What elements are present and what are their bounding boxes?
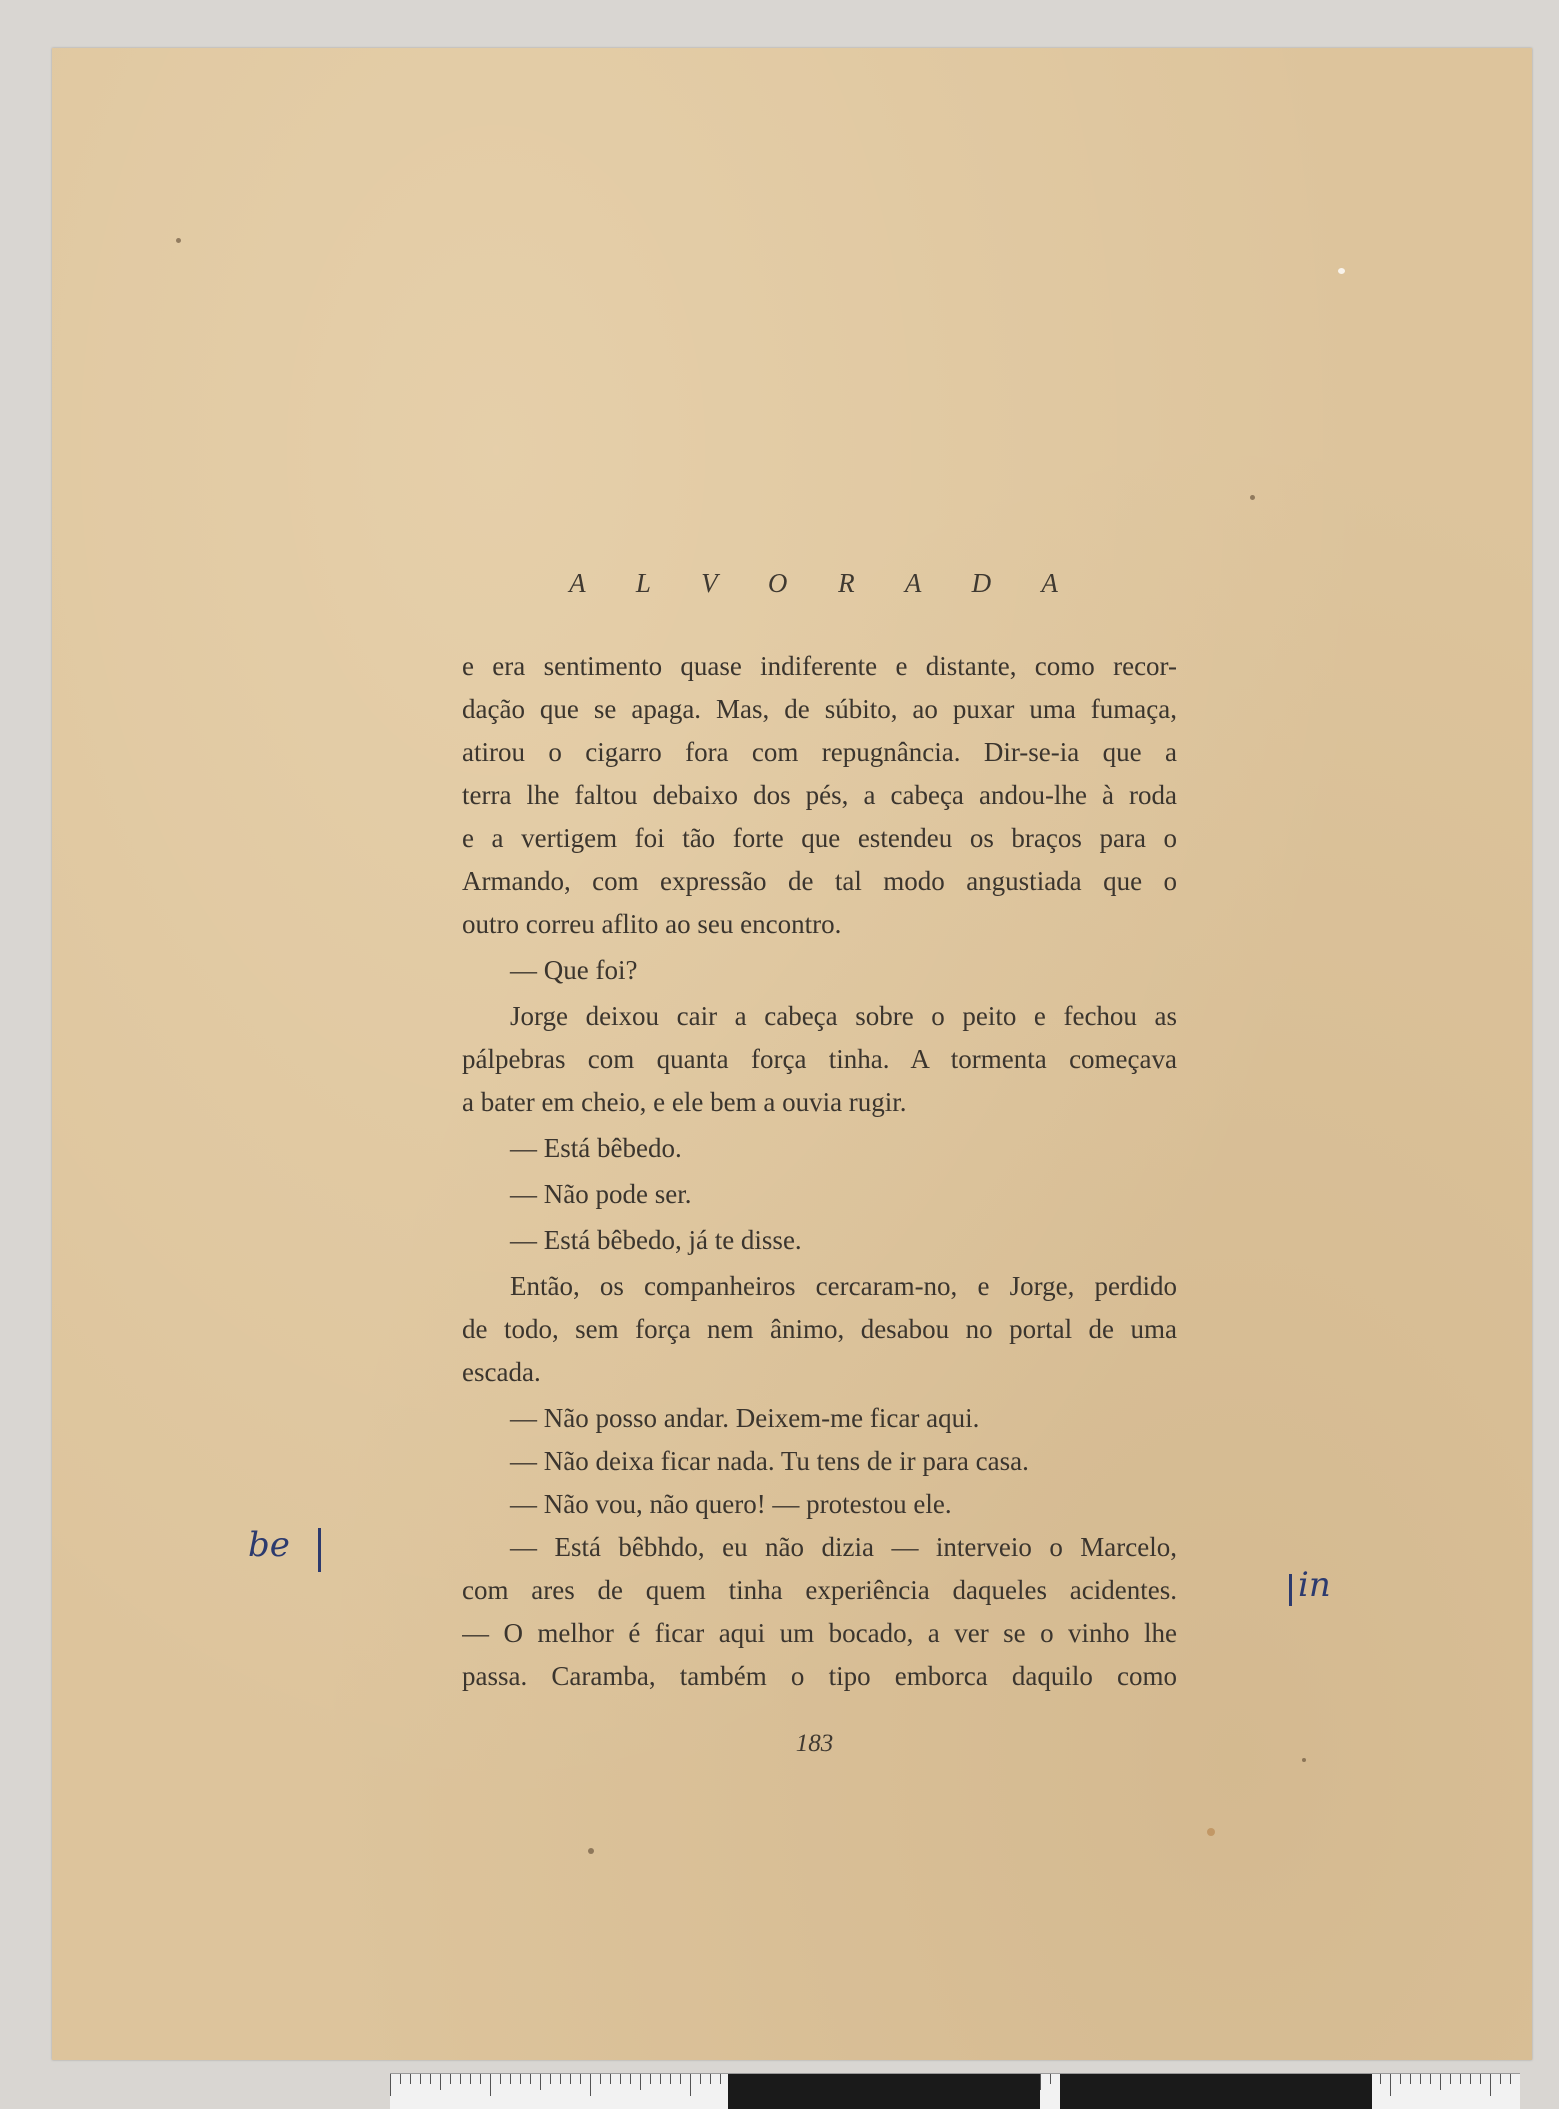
ruler-tick (1400, 2074, 1401, 2084)
ruler-tick (610, 2074, 611, 2084)
ruler-tick (520, 2074, 521, 2084)
paper-speck (176, 238, 181, 243)
dialogue-line: — Está bêbhdo, eu não dizia — interveio o Marcelo, (510, 1532, 1177, 1562)
text-line: escada. (462, 1357, 541, 1387)
ruler-tick (1490, 2074, 1491, 2096)
ruler-tick (680, 2074, 681, 2084)
proof-mark-right: in (1298, 1565, 1331, 1605)
dialogue-line: — Não vou, não quero! — protestou ele. (510, 1489, 952, 1519)
ruler-tick (1050, 2074, 1051, 2084)
ruler-tick (1470, 2074, 1471, 2084)
dialogue-line: — Que foi? (510, 955, 638, 985)
paper-speck (1250, 495, 1255, 500)
ruler-tick (460, 2074, 461, 2084)
running-head: A L V O R A D A (569, 568, 1080, 598)
proof-mark-left: be (248, 1525, 290, 1565)
ruler-tick (1390, 2074, 1391, 2096)
ruler-tick (710, 2074, 711, 2084)
dialogue-line: — Está bêbedo. (510, 1133, 682, 1163)
ruler-tick (1430, 2074, 1431, 2084)
text-line: Armando, com expressão de tal modo angustiada que o (462, 866, 1177, 896)
paper-speck (1302, 1758, 1306, 1762)
ruler-tick (470, 2074, 471, 2084)
ruler-tick (620, 2074, 621, 2084)
ruler-tick (450, 2074, 451, 2084)
ruler-tick (490, 2074, 491, 2096)
scale-ruler (390, 2073, 1520, 2109)
text-line: Então, os companheiros cercaram-no, e Jorge, perdido (510, 1271, 1177, 1301)
ruler-tick (420, 2074, 421, 2084)
ruler-tick (1040, 2074, 1041, 2090)
ruler-tick (570, 2074, 571, 2084)
text-line: dação que se apaga. Mas, de súbito, ao puxar uma fumaça, (462, 694, 1177, 724)
ruler-tick (690, 2074, 691, 2096)
ruler-tick (1410, 2074, 1411, 2084)
ruler-tick (430, 2074, 431, 2084)
ruler-tick (540, 2074, 541, 2090)
ruler-tick (1500, 2074, 1501, 2084)
dialogue-line: — Não pode ser. (510, 1179, 692, 1209)
text-line: atirou o cigarro fora com repugnância. Dir-se-ia que a (462, 737, 1177, 767)
text-line: outro correu aflito ao seu encontro. (462, 909, 842, 939)
ruler-tick (390, 2074, 391, 2096)
ruler-tick (590, 2074, 591, 2096)
text-line: de todo, sem força nem ânimo, desabou no portal de uma (462, 1314, 1177, 1344)
ruler-tick (600, 2074, 601, 2084)
ruler-block (1060, 2074, 1372, 2109)
ruler-tick (560, 2074, 561, 2084)
text-line: terra lhe faltou debaixo dos pés, a cabeça andou-lhe à roda (462, 780, 1177, 810)
ruler-tick (670, 2074, 671, 2084)
ruler-tick (660, 2074, 661, 2084)
ruler-tick (650, 2074, 651, 2084)
ruler-tick (400, 2074, 401, 2084)
dialogue-line: — Não posso andar. Deixem-me ficar aqui. (510, 1403, 980, 1433)
ruler-tick (440, 2074, 441, 2090)
ruler-tick (1420, 2074, 1421, 2084)
text-line: — O melhor é ficar aqui um bocado, a ver se o vinho lhe (462, 1618, 1177, 1648)
text-line: Jorge deixou cair a cabeça sobre o peito e fechou as (510, 1001, 1177, 1031)
text-line: a bater em cheio, e ele bem a ouvia rugir. (462, 1087, 907, 1117)
ruler-tick (1440, 2074, 1441, 2090)
ruler-tick (1460, 2074, 1461, 2084)
ruler-tick (510, 2074, 511, 2084)
body-text (462, 645, 1177, 1698)
ruler-tick (630, 2074, 631, 2084)
dialogue-line: — Não deixa ficar nada. Tu tens de ir para casa. (510, 1446, 1029, 1476)
ruler-tick (700, 2074, 701, 2084)
ruler-tick (500, 2074, 501, 2084)
ruler-tick (480, 2074, 481, 2084)
ruler-tick (640, 2074, 641, 2090)
paper-speck (588, 1848, 594, 1854)
proof-bar-left (318, 1528, 321, 1572)
ruler-tick (1450, 2074, 1451, 2084)
ruler-tick (580, 2074, 581, 2084)
ruler-tick (1480, 2074, 1481, 2084)
ruler-block (728, 2074, 1040, 2109)
text-line: pálpebras com quanta força tinha. A tormenta começava (462, 1044, 1177, 1074)
dialogue-line: — Está bêbedo, já te disse. (510, 1225, 802, 1255)
ruler-tick (530, 2074, 531, 2084)
ruler-tick (1510, 2074, 1511, 2084)
ruler-tick (550, 2074, 551, 2084)
page-number: 183 (795, 1730, 834, 1757)
text-line: e a vertigem foi tão forte que estendeu os braços para o (462, 823, 1177, 853)
ruler-tick (1380, 2074, 1381, 2084)
text-line: com ares de quem tinha experiência daqueles acidentes. (462, 1575, 1177, 1605)
paper-speck (1207, 1828, 1215, 1836)
text-line: passa. Caramba, também o tipo emborca daquilo como (462, 1661, 1177, 1691)
paper-speck (1338, 268, 1345, 274)
text-line: e era sentimento quase indiferente e distante, como recor- (462, 651, 1177, 681)
ruler-tick (720, 2074, 721, 2084)
proof-bar-right (1289, 1574, 1292, 1606)
ruler-tick (410, 2074, 411, 2084)
